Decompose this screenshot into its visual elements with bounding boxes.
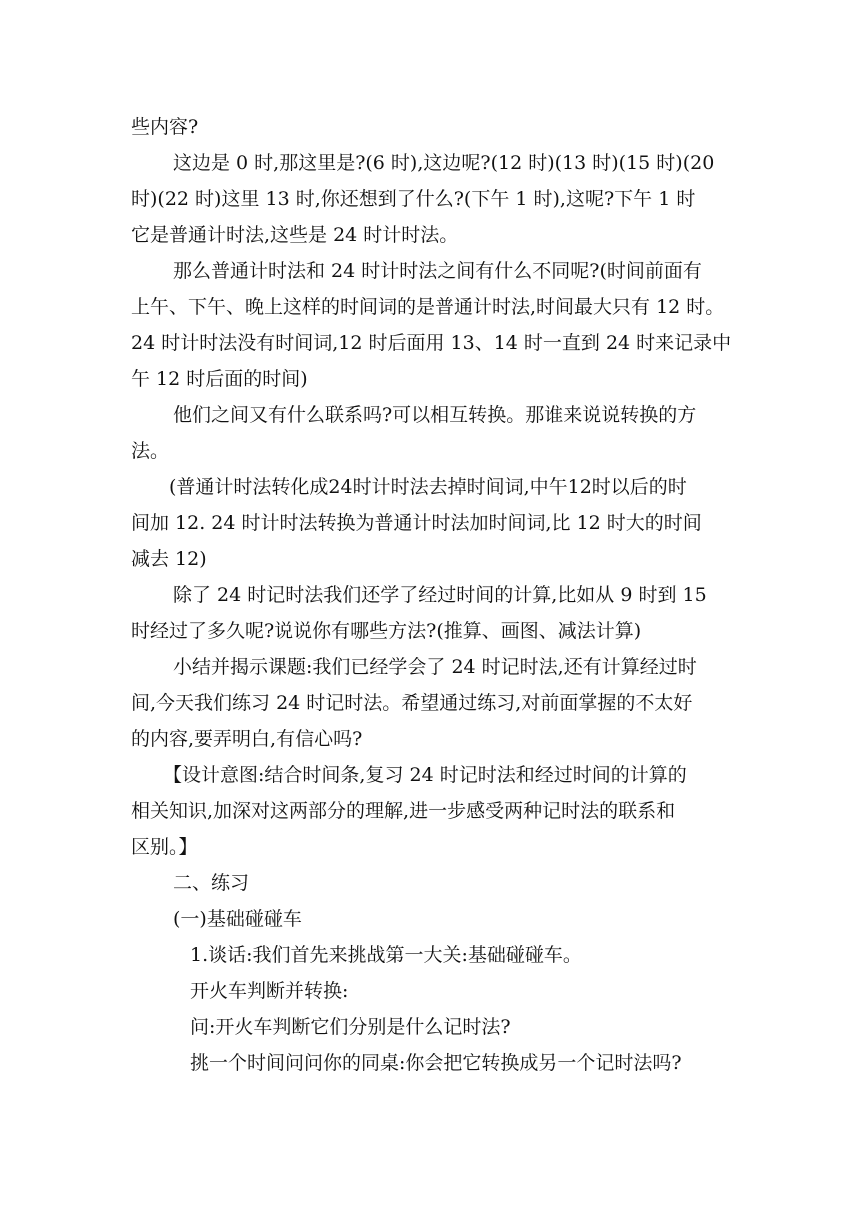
text-line: 除了 24 时记时法我们还学了经过时间的计算,比如从 9 时到 15 xyxy=(173,584,707,606)
subsection-heading: (一)基础碰碰车 xyxy=(173,908,302,930)
text-line: 法。 xyxy=(131,440,170,462)
text-line: 这边是 0 时,那这里是?(6 时),这边呢?(12 时)(13 时)(15 时)(20 xyxy=(173,152,715,174)
text-line: 午 12 时后面的时间) xyxy=(131,368,308,390)
text-line: 减去 12) xyxy=(131,548,207,570)
text-line: 问:开火车判断它们分别是什么记时法? xyxy=(190,1016,511,1038)
text-line: 1.谈话:我们首先来挑战第一大关:基础碰碰车。 xyxy=(190,944,582,966)
text-line: 时经过了多久呢?说说你有哪些方法?(推算、画图、减法计算) xyxy=(131,620,642,642)
text-line: 相关知识,加深对这两部分的理解,进一步感受两种记时法的联系和 xyxy=(131,800,676,822)
text-line: 开火车判断并转换: xyxy=(190,980,349,1002)
text-line: 的内容,要弄明白,有信心吗? xyxy=(131,728,363,750)
text-line: 些内容? xyxy=(131,116,199,138)
text-line: 间,今天我们练习 24 时记时法。希望通过练习,对前面掌握的不太好 xyxy=(131,692,693,714)
text-line: 24 时计时法没有时间词,12 时后面用 13、14 时一直到 24 时来记录中 xyxy=(131,332,732,354)
text-line: 区别。】 xyxy=(131,836,198,858)
text-line: 挑一个时间问问你的同桌:你会把它转换成另一个记时法吗? xyxy=(190,1052,682,1074)
text-line: 上午、下午、晚上这样的时间词的是普通计时法,时间最大只有 12 时。 xyxy=(131,296,725,318)
text-line: 他们之间又有什么联系吗?可以相互转换。那谁来说说转换的方 xyxy=(173,404,697,426)
text-line: (普通计时法转化成24时计时法去掉时间词,中午12时以后的时 xyxy=(169,476,687,498)
section-heading: 二、练习 xyxy=(173,872,250,894)
text-line: 时)(22 时)这里 13 时,你还想到了什么?(下午 1 时),这呢?下午 1 时 xyxy=(131,188,696,210)
text-line: 间加 12. 24 时计时法转换为普通计时法加时间词,比 12 时大的时间 xyxy=(131,512,702,534)
text-line: 那么普通计时法和 24 时计时法之间有什么不同呢?(时间前面有 xyxy=(173,260,702,282)
text-line: 它是普通计时法,这些是 24 时计时法。 xyxy=(131,224,459,246)
text-line: 【设计意图:结合时间条,复习 24 时记时法和经过时间的计算的 xyxy=(163,764,687,786)
text-line: 小结并揭示课题:我们已经学会了 24 时记时法,还有计算经过时 xyxy=(173,656,697,678)
